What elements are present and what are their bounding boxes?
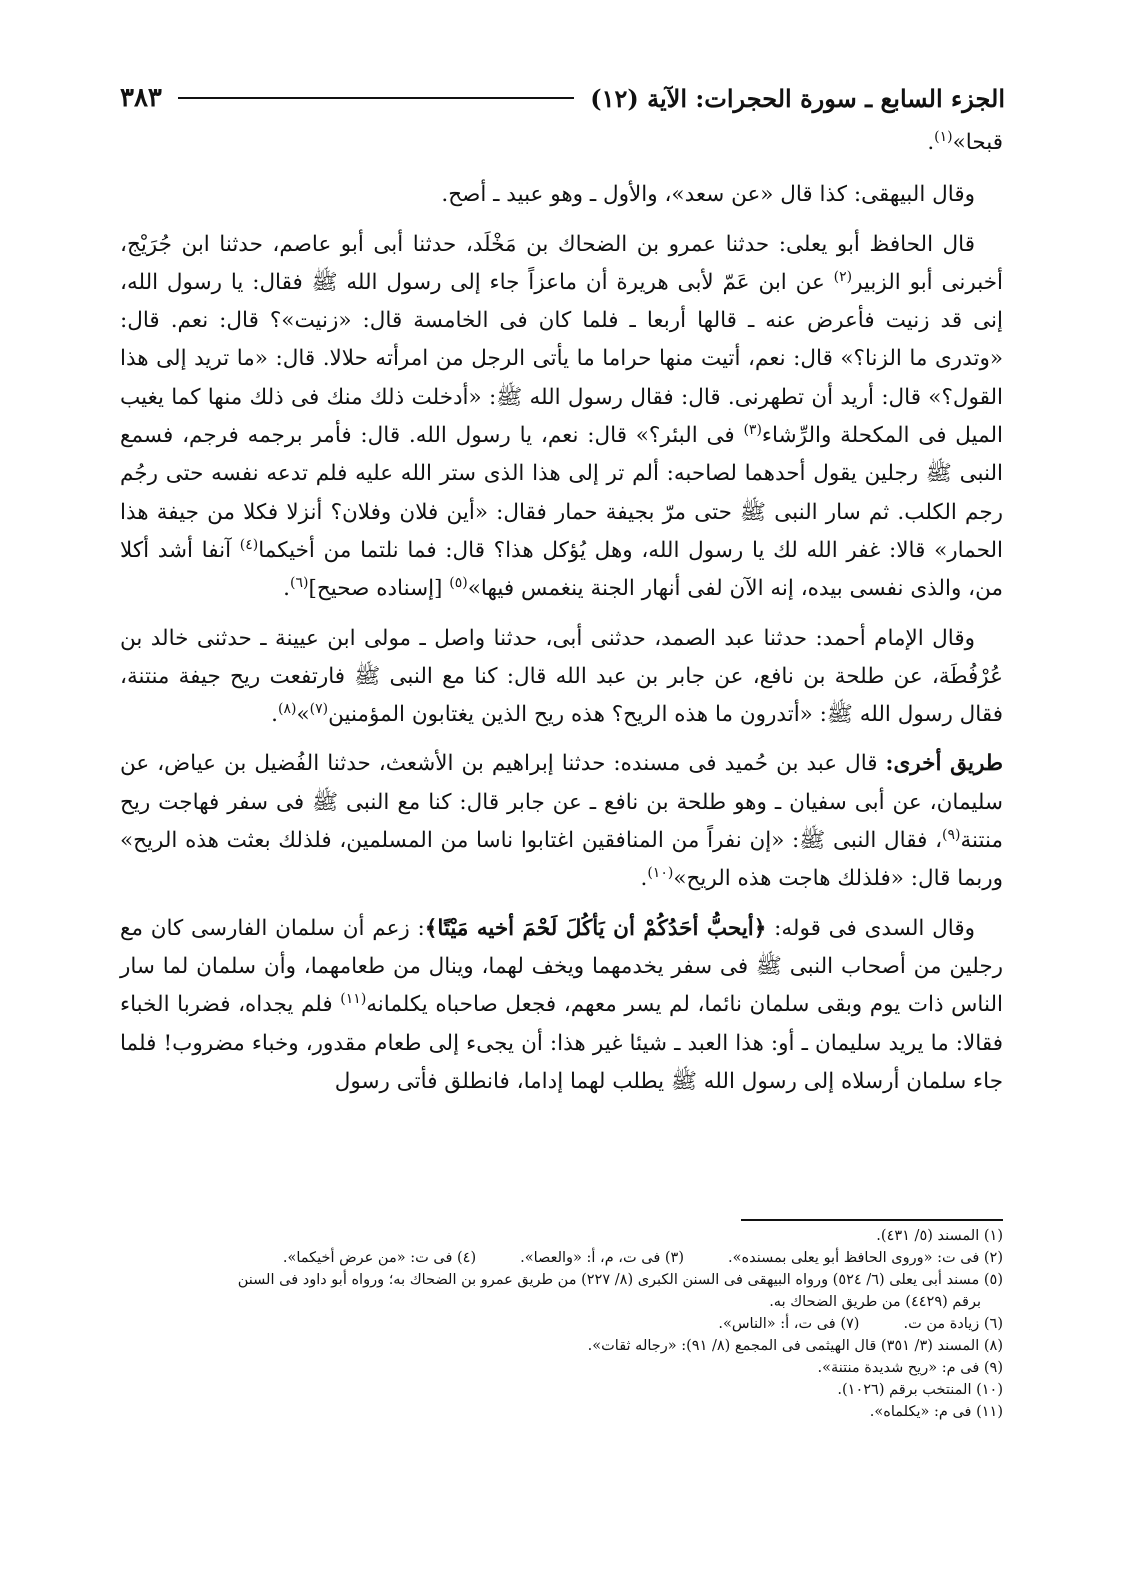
footnote-line xyxy=(120,1357,1003,1379)
footnote-ref: (٦) xyxy=(290,575,309,592)
footnote-line xyxy=(120,1225,1003,1247)
footnote-ref: (١٠) xyxy=(647,865,674,882)
footnote-ref: (٢) xyxy=(833,268,853,285)
section-marker: طريق أخرى: xyxy=(885,751,1003,777)
paragraph xyxy=(120,745,1003,898)
text: آنفا أشد أكلا من، والذى نفسى بيده، إنه الآن لفى أنهار الجنة ينغمس فيها» xyxy=(120,537,1003,602)
text: : زعم أن سلمان الفارسى كان مع رجلين من أصحاب النبى ﷺ فى سفر يخدمهما ويخف لهما، وينال من طعامهما، وأن سلمان لما سار الناس ذات يوم وبقى سلمان نائما، لم يسر معهم، فجعل صاحباه يكلمانه xyxy=(120,915,1003,1018)
paragraph xyxy=(120,226,1003,609)
footnote-line xyxy=(120,1379,1003,1401)
text: فلم يجداه، فضربا الخباء فقالا: ما يريد سليمان ـ أو: هذا العبد ـ شيئا غير هذا: أن يجىء إلى طعام مقدور، وخباء مضروب! فلما جاء سلمان أرسلاه إلى رسول الله ﷺ يطلب لهما إداما، فانطلق فأتى رسول xyxy=(120,992,1003,1094)
footnote-ref: (١) xyxy=(934,128,953,145)
footnote-4: (٤) فى ت: «من عرض أخيكما». xyxy=(282,1250,477,1266)
footnote-10: (١٠) المنتخب برقم (١٠٢٦). xyxy=(837,1382,1003,1398)
paragraph xyxy=(120,620,1003,735)
text: فى البئر؟» قال: نعم، يا رسول الله. قال: فأمر برجمه فرجم، فسمع النبى ﷺ رجلين يقول أحدهما لصاحبه: ألم تر إلى هذا الذى ستر الله عليه فلم تدعه نفسه حتى رجُم رجم الكلب. ثم سار النبى ﷺ حتى مرّ بجيفة حمار فقال: «أين فلان وفلان؟ أنزلا فكلا من جيفة هذا الحمار» قالا: غفر الله لك يا رسول الله، وهل يُؤكل هذا؟ قال: فما نلتما من أخيكما xyxy=(120,423,1003,563)
text: . xyxy=(927,130,935,155)
footnote-5-cont: برقم (٤٤٢٩) من طريق الضحاك به. xyxy=(769,1294,981,1310)
footnote-line xyxy=(120,1335,1003,1357)
footnote-ref: (٣) xyxy=(743,421,762,438)
text: وقال البيهقى: كذا قال «عن سعد»، والأول ـ وهو عبيد ـ أصح. xyxy=(441,182,975,208)
footnote-ref: (٩) xyxy=(942,826,961,843)
footnote-6: (٦) زيادة من ت. xyxy=(903,1316,1003,1332)
footnote-7: (٧) فى ت، أ: «الناس». xyxy=(718,1316,860,1332)
text: . xyxy=(271,702,278,728)
footnote-line xyxy=(120,1291,1003,1313)
footnote-ref: (٧) xyxy=(309,701,329,717)
text: وقال السدى فى قوله: xyxy=(766,915,975,941)
paragraph xyxy=(120,176,1003,214)
header-title: الجزء السابع ـ سورة الحجرات: الآية (١٢) xyxy=(590,83,1005,113)
main-text xyxy=(120,124,1003,1112)
text: قال الحافظ أبو يعلى: حدثنا عمرو بن الضحاك بن مَخْلَد، حدثنا أبى أبو عاصم، حدثنا ابن جُرَيْج، أخبرنى أبو الزبير xyxy=(120,231,1003,295)
text: عن ابن عَمّ لأبى هريرة أن ماعزاً جاء إلى رسول الله ﷺ فقال: يا رسول الله، إنى قد زنيت فأعرض عنه ـ قالها أربعا ـ فلما كان فى الخامسة قال: «زنيت»؟ قال: نعم. قال: «وتدرى ما الزنا؟» قال: نعم، أتيت منها حراما ما يأتى الرجل من امرأته حلالا. قال: «ما تريد إلى هذا القول؟» قال: أريد أن تطهرنى. قال: فقال رسول الله ﷺ: «أدخلت ذلك منك فى ذلك منها كما يغيب الميل فى المكحلة والرِّشاء xyxy=(120,269,1003,449)
footnote-line xyxy=(120,1269,1003,1291)
footnote-9: (٩) فى م: «ريح شديدة منتنة». xyxy=(817,1360,1003,1376)
footnote-2: (٢) فى ت: «وروى الحافظ أبو يعلى بمسنده». xyxy=(728,1250,1003,1266)
footnote-1: (١) المسند (٥/ ٤٣١). xyxy=(876,1228,1003,1244)
text: وقال الإمام أحمد: حدثنا عبد الصمد، حدثنى أبى، حدثنا واصل ـ مولى ابن عيينة ـ حدثنى خالد بن عُرْفُطَة، عن طلحة بن نافع، عن جابر بن عبد الله قال: كنا مع النبى ﷺ فارتفعت ريح جيفة منتنة، فقال رسول الله ﷺ: «أتدرون ما هذه الريح؟ هذه ريح الذين يغتابون المؤمنين xyxy=(120,625,1003,728)
footnote-line xyxy=(120,1313,1003,1335)
page-number: ٣٨٣ xyxy=(120,83,162,113)
footnotes xyxy=(120,1225,1003,1423)
text: . xyxy=(640,866,648,892)
footnote-ref: (١١) xyxy=(340,991,367,1008)
paragraph xyxy=(120,124,1003,162)
text: قال عبد بن حُميد فى مسنده: حدثنا إبراهيم بن الأشعث، حدثنا الفُضيل بن عياض، عن سليمان، عن أبى سفيان ـ وهو طلحة بن نافع ـ عن جابر قال: كنا مع النبى ﷺ فى سفر فهاجت ريح منتنة xyxy=(120,751,1003,854)
footnote-5: (٥) مسند أبى يعلى (٦/ ٥٢٤) ورواه البيهقى فى السنن الكبرى (٨/ ٢٢٧) من طريق عمرو بن الضحاك به؛ ورواه أبو داود فى السنن xyxy=(237,1272,1003,1288)
footnote-ref: (٥) xyxy=(449,575,468,592)
footnote-line xyxy=(120,1247,1003,1269)
text: ، فقال النبى ﷺ: «إن نفراً من المنافقين اغتابوا ناسا من المسلمين، فلذلك بعثت هذه الريح» وربما قال: «فلذلك هاجت هذه الريح» xyxy=(120,828,1003,892)
text: [إسناده صحيح] xyxy=(308,576,450,602)
running-header xyxy=(120,78,1005,118)
footnote-ref: (٤) xyxy=(239,536,259,553)
footnote-8: (٨) المسند (٣/ ٣٥١) قال الهيثمى فى المجمع (٨/ ٩١): «رجاله ثقات». xyxy=(587,1338,1003,1354)
footnote-line xyxy=(120,1401,1003,1423)
footnote-rule xyxy=(741,1219,1003,1221)
text: . xyxy=(283,576,290,602)
footnote-3: (٣) فى ت، م، أ: «والعصا». xyxy=(520,1250,685,1266)
text: » xyxy=(296,702,310,728)
quran-verse: ﴿أيحبُّ أحَدُكُمْ أن يَأكُلَ لَحْمَ أخيه مَيْتًا﴾ xyxy=(424,915,767,941)
paragraph xyxy=(120,910,1003,1101)
text: قبحا» xyxy=(952,130,1003,155)
footnote-ref: (٨) xyxy=(278,701,297,717)
header-rule xyxy=(178,97,574,99)
footnote-11: (١١) فى م: «يكلماه». xyxy=(869,1404,1003,1420)
